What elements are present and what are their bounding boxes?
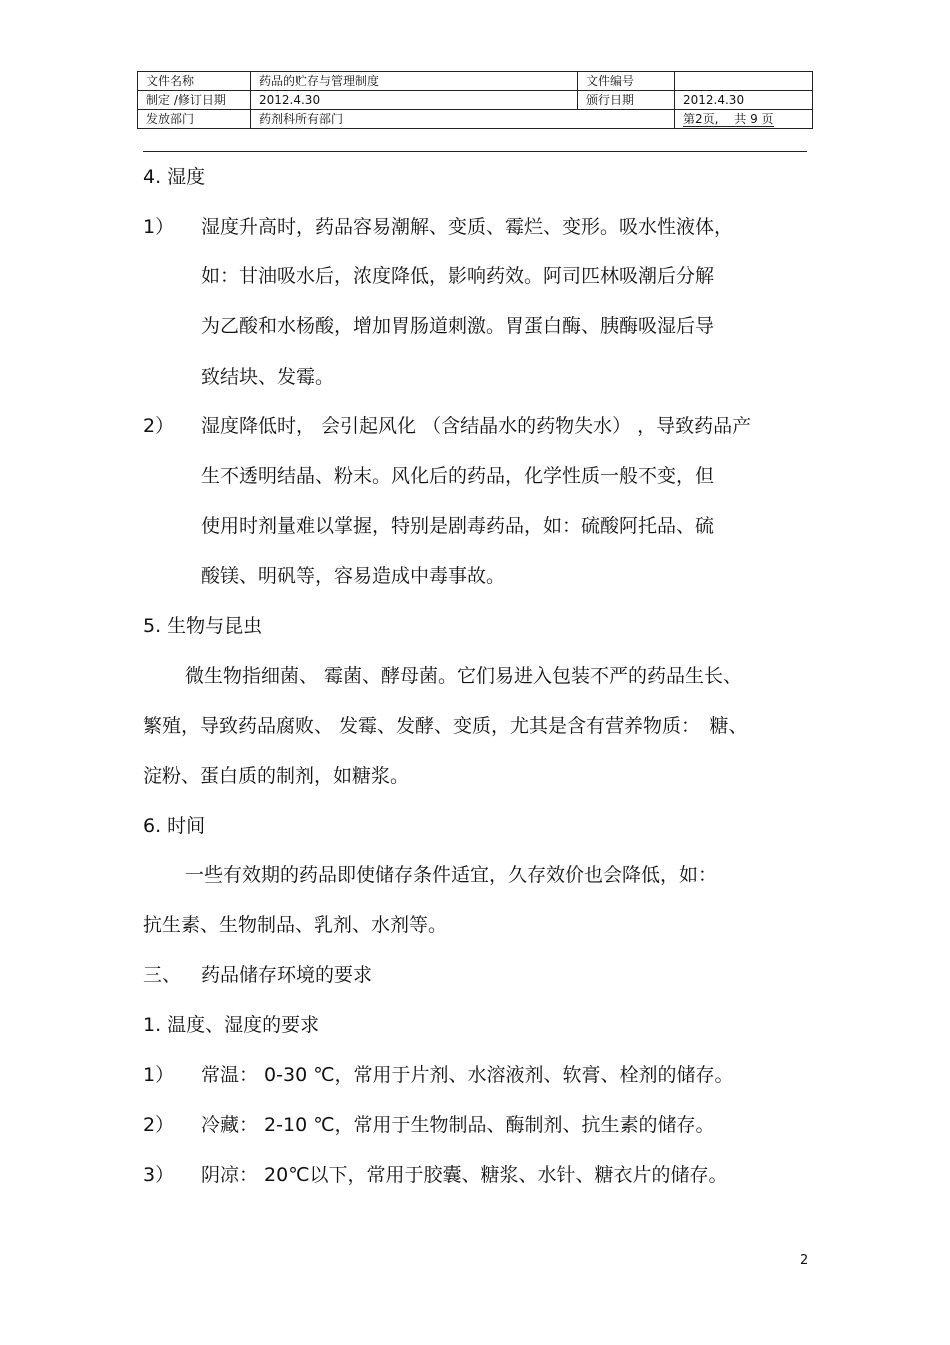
section-heading: 4. 湿度 xyxy=(143,166,206,188)
paragraph-line: 微生物指细菌、 霉菌、酵母菌。它们易进入包装不严的药品生长、 xyxy=(185,665,743,687)
section-heading: 1. 温度、湿度的要求 xyxy=(143,1014,320,1036)
paragraph-line: 酸镁、明矾等，容易造成中毒事故。 xyxy=(201,565,506,587)
page-info-cell xyxy=(675,110,813,129)
header-value xyxy=(675,72,813,91)
header-label: 颁行日期 xyxy=(578,91,675,110)
header-divider xyxy=(143,151,807,152)
paragraph-line: 如：甘油吸水后，浓度降低，影响药效。阿司匹林吸潮后分解 xyxy=(201,265,715,287)
header-label: 制定 /修订日期 xyxy=(138,91,251,110)
header-value: 药剂科所有部门 xyxy=(251,110,675,129)
section-heading: 5. 生物与昆虫 xyxy=(143,615,263,637)
header-value: 药品的贮存与管理制度 xyxy=(251,72,578,91)
item-number: 3） xyxy=(143,1164,175,1186)
paragraph-line: 为乙酸和水杨酸，增加胃肠道刺激。胃蛋白酶、胰酶吸湿后导 xyxy=(201,315,715,337)
paragraph-line: 抗生素、生物制品、乳剂、水剂等。 xyxy=(143,914,448,936)
item-number: 1） xyxy=(143,216,175,238)
item-number: 1） xyxy=(143,1064,175,1086)
chapter-heading: 药品储存环境的要求 xyxy=(201,964,373,986)
page-info: 第2页, 共 9 页 xyxy=(683,112,774,126)
section-heading: 6. 时间 xyxy=(143,815,206,837)
paragraph-line: 淀粉、蛋白质的制剂，如糖浆。 xyxy=(143,765,410,787)
paragraph-line: 湿度降低时， 会引起风化 （含结晶水的药物失水） ，导致药品产 xyxy=(201,415,752,437)
paragraph-line: 常温： 0-30 ℃，常用于片剂、水溶液剂、软膏、栓剂的储存。 xyxy=(201,1064,734,1086)
header-row xyxy=(138,110,813,129)
header-value: 2012.4.30 xyxy=(675,91,813,110)
paragraph-line: 使用时剂量难以掌握，特别是剧毒药品，如：硫酸阿托品、硫 xyxy=(201,515,715,537)
page-number: 2 xyxy=(800,1253,809,1268)
document-header-table xyxy=(137,71,813,129)
header-label: 发放部门 xyxy=(138,110,251,129)
paragraph-line: 一些有效期的药品即使储存条件适宜，久存效价也会降低，如： xyxy=(185,864,718,886)
paragraph-line: 繁殖，导致药品腐败、 发霉、发酵、变质，尤其是含有营养物质： 糖、 xyxy=(143,715,748,737)
paragraph-line: 生不透明结晶、粉末。风化后的药品，化学性质一般不变，但 xyxy=(201,465,715,487)
paragraph-line: 致结块、发霉。 xyxy=(201,366,335,388)
header-label: 文件名称 xyxy=(138,72,251,91)
header-label: 文件编号 xyxy=(578,72,675,91)
paragraph-line: 冷藏： 2-10 ℃，常用于生物制品、酶制剂、抗生素的储存。 xyxy=(201,1114,715,1136)
header-row xyxy=(138,72,813,91)
header-value: 2012.4.30 xyxy=(251,91,578,110)
chapter-number: 三、 xyxy=(143,964,182,986)
header-row xyxy=(138,91,813,110)
paragraph-line: 阴凉： 20℃以下，常用于胶囊、糖浆、水针、糖衣片的储存。 xyxy=(201,1164,728,1186)
item-number: 2） xyxy=(143,1114,175,1136)
item-number: 2） xyxy=(143,415,175,437)
paragraph-line: 湿度升高时，药品容易潮解、变质、霉烂、变形。吸水性液体， xyxy=(201,216,734,238)
